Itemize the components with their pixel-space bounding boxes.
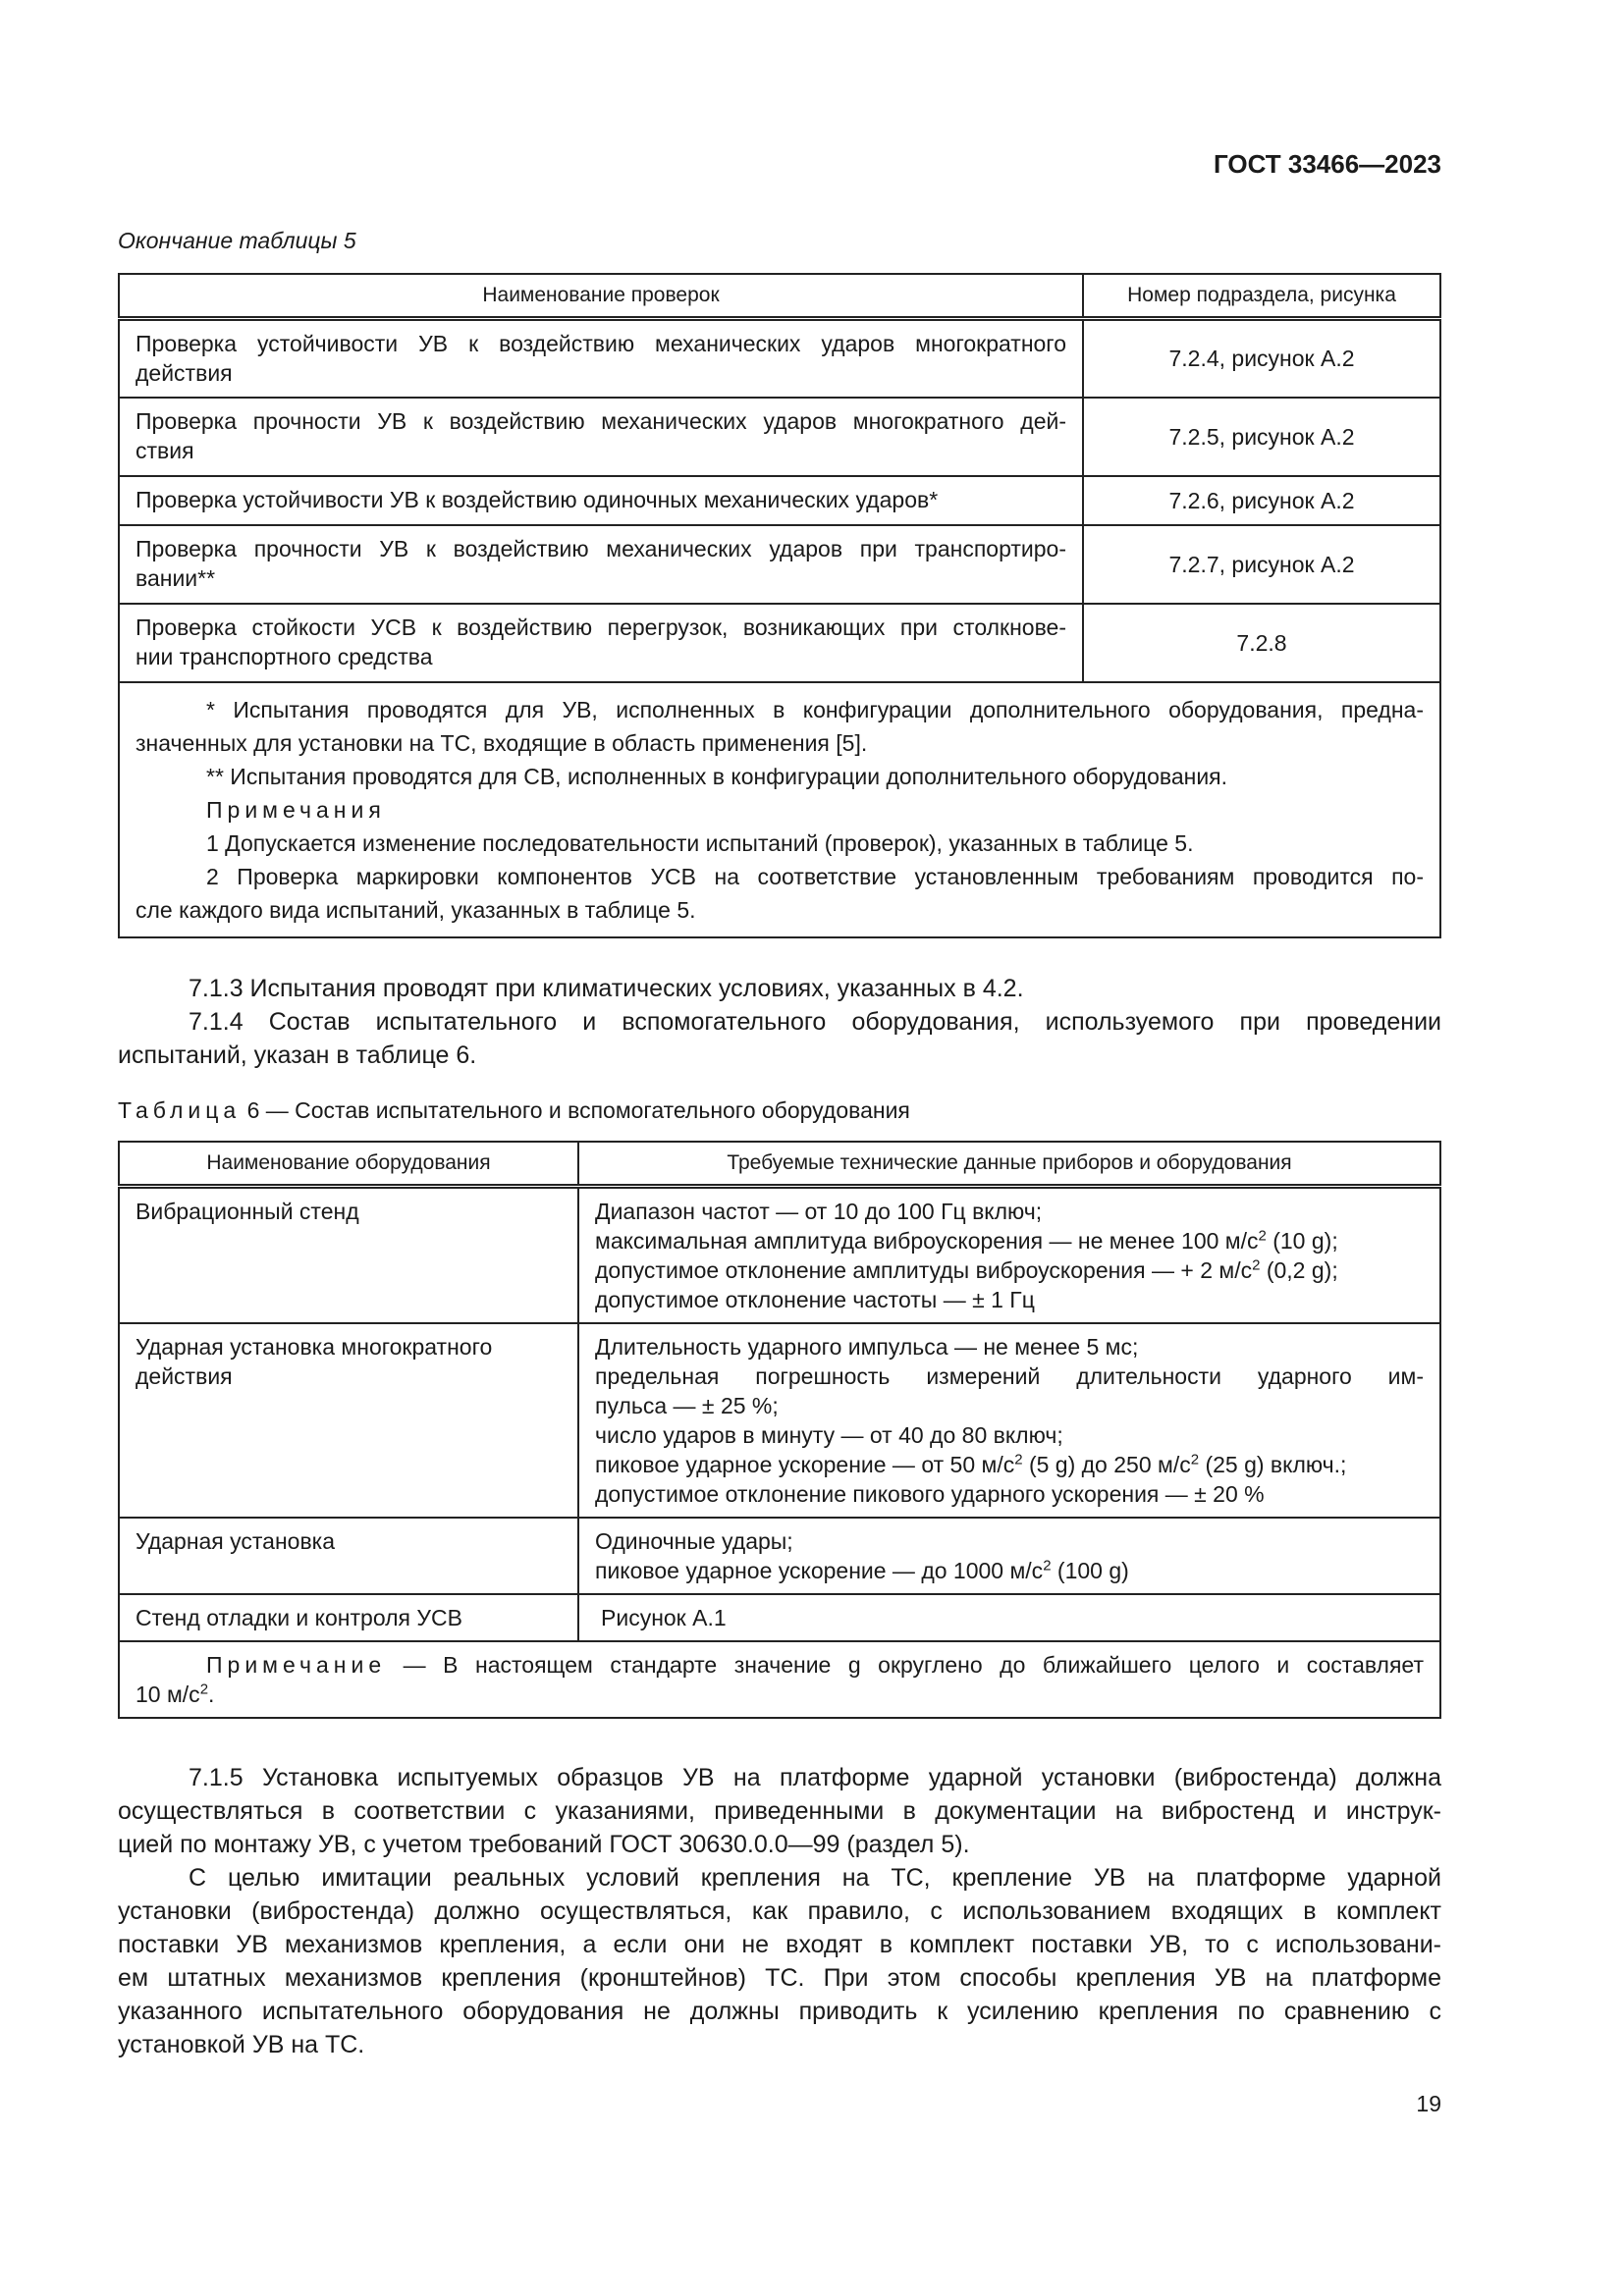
table-row: [119, 1594, 1440, 1641]
equipment-specs: Диапазон частот — от 10 до 100 Гц включ; максимальная амплитуда виброускорения — не менее 100 $м/с^2$ (10 g); допустимое отклонение амплитуды виброускорения — + 2 $м/с^2$ (0,2 g); допустимое отклонение частоты — ± 1 Гц: [578, 1187, 1440, 1324]
equipment-specs: Длительность ударного импульса — не менее 5 мс; предельная погрешность измерений длительности ударного им- пульса — ± 25 %; число ударов в минуту — от 40 до 80 включ; пиковое ударное ускорение — от 50 $м/с^2$ (5 g) до 250 $м/с^2$ (25 g) включ.; допустимое отклонение пикового ударного ускорения — ± 20 %: [578, 1323, 1440, 1518]
paragraph-7-1-5: 7.1.5 Установка испытуемых образцов УВ на платформе ударной установки (вибростенда) должна осуществляться в соответствии с указаниями, приведенными в документации на вибростенд и инструк- цией по монтажу УВ, с учетом требований ГОСТ 30630.0.0—99 (раздел 5). С целью имитации реальных условий крепления на ТС, крепление УВ на платформе ударной установки (вибростенда) должно осуществляться, как правило, с использованием входящих в комплект поставки УВ механизмов крепления, а если они не входят в комплект поставки УВ, то с использовани- ем штатных механизмов крепления (кронштейнов) ТС. При этом способы крепления УВ на платформе указанного испытательного оборудования не должны приводить к усилению крепления по сравнению с установкой УВ на ТС.: [118, 1764, 1441, 2058]
check-name: Проверка прочности УВ к воздействию механических ударов многократного дей- ствия: [119, 398, 1083, 476]
table-5: [118, 273, 1441, 938]
check-name: Проверка устойчивости УВ к воздействию механических ударов многократного действия: [119, 319, 1083, 398]
table-continuation-label: Окончание таблицы 5: [118, 228, 356, 253]
equipment-specs: Рисунок А.1: [578, 1594, 1440, 1641]
check-name: Проверка устойчивости УВ к воздействию одиночных механических ударов*: [119, 476, 1083, 525]
table-row: [119, 319, 1440, 398]
equipment-name: Ударная установка: [119, 1518, 578, 1594]
section-ref: 7.2.7, рисунок А.2: [1083, 525, 1440, 604]
table-note: Примечание — В настоящем стандарте значение g округлено до ближайшего целого и составляет 10 $м/с^2$.: [119, 1641, 1440, 1718]
table-6: [118, 1141, 1441, 1719]
column-header: Наименование проверок: [119, 274, 1083, 319]
equipment-name: Вибрационный стенд: [119, 1187, 578, 1324]
table-row: [119, 525, 1440, 604]
check-name: Проверка прочности УВ к воздействию механических ударов при транспортиро- вании**: [119, 525, 1083, 604]
table-header-row: [119, 1142, 1440, 1187]
section-ref: 7.2.4, рисунок А.2: [1083, 319, 1440, 398]
section-ref: 7.2.5, рисунок А.2: [1083, 398, 1440, 476]
column-header: Номер подраздела, рисунка: [1083, 274, 1440, 319]
section-ref: 7.2.6, рисунок А.2: [1083, 476, 1440, 525]
note: 1 Допускается изменение последовательности испытаний (проверок), указанных в таблице 5.: [206, 829, 1194, 856]
equipment-specs: Одиночные удары; пиковое ударное ускорение — до 1000 $м/с^2$ (100 g): [578, 1518, 1440, 1594]
note-label: Примечание: [206, 1652, 387, 1678]
paragraph-7-1-3: 7.1.3 Испытания проводят при климатических условиях, указанных в 4.2. 7.1.4 Состав испытательного и вспомогательного оборудования, используемого при проведении испытаний, указан в таблице 6.: [118, 975, 1441, 1069]
document-id: ГОСТ 33466—2023: [1214, 149, 1441, 179]
table-row: [119, 476, 1440, 525]
footnote: * Испытания проводятся для УВ, исполненных в конфигурации дополнительного оборудования, предна-: [206, 696, 1424, 722]
note: сле каждого вида испытаний, указанных в таблице 5.: [135, 896, 696, 923]
table-row: [119, 1187, 1440, 1324]
table-row: [119, 398, 1440, 476]
equipment-name: Ударная установка многократного действия: [119, 1323, 578, 1518]
notes-title: Примечания: [206, 796, 386, 823]
footnote: значенных для установки на ТС, входящие в область применения [5].: [135, 729, 868, 756]
section-ref: 7.2.8: [1083, 604, 1440, 682]
table-row: [119, 1323, 1440, 1518]
note: 2 Проверка маркировки компонентов УСВ на соответствие установленным требованиям проводится по-: [206, 863, 1424, 889]
table-header-row: [119, 274, 1440, 319]
column-header: Наименование оборудования: [119, 1142, 578, 1187]
check-name: Проверка стойкости УСВ к воздействию перегрузок, возникающих при столкнове- нии транспортного средства: [119, 604, 1083, 682]
table-row: [119, 1518, 1440, 1594]
table-row: [119, 604, 1440, 682]
equipment-name: Стенд отладки и контроля УСВ: [119, 1594, 578, 1641]
page-number: 19: [1416, 2091, 1441, 2116]
table-footnotes: [119, 682, 1440, 937]
column-header: Требуемые технические данные приборов и оборудования: [578, 1142, 1440, 1187]
footnote: ** Испытания проводятся для СВ, исполненных в конфигурации дополнительного оборудования.: [206, 763, 1228, 789]
table-6-caption: Таблица 6 — Состав испытательного и вспомогательного оборудования: [118, 1097, 910, 1123]
